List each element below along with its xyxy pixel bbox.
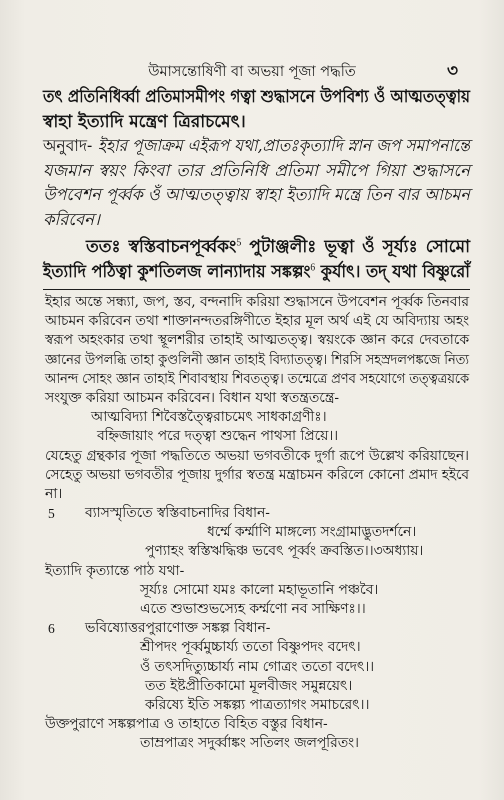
footnote-line: [45, 562, 469, 581]
footnote-verse-line: [45, 600, 469, 619]
footnote-line: [45, 370, 469, 389]
footnote-line: [45, 312, 469, 331]
translation-line-content: [43, 134, 470, 159]
footnote-marker: 5: [48, 506, 55, 522]
footnote-verse-text: করিষ্যে ইতি সঙ্কল্প্য পাত্রত্যাগং সমাচরেৎ।।: [145, 696, 370, 713]
footnote-5-heading: [45, 504, 469, 523]
footnote-verse-line: [45, 427, 469, 446]
footnote-line-text: আনন্দ সোহং জ্ঞান তাহাই শিবাবস্থায় শিবতত্ত্ব। তন্মেত্রে প্রণব সহযোগে তত্ত্বত্রয়কে: [45, 370, 469, 387]
translation-line: [43, 208, 470, 233]
footnote-line-text: যেহেতু গ্রন্থকার পূজা পদ্ধতিতে অভয়া ভগবতীকে দুর্গা রূপে উল্লেখ করিয়াছেন।: [45, 447, 469, 464]
sanskrit-line-content: [43, 260, 470, 285]
footnote-line-text: না।: [45, 485, 63, 502]
footnote-verse-text: ধর্ম্মে কর্ম্মাণি মাঙ্গল্যে সংগ্রামাদ্ভুতদর্শনে।: [207, 524, 417, 541]
footnote-line: [45, 331, 469, 350]
footnote-line: [45, 351, 469, 370]
footnotes: [45, 293, 469, 754]
footnote-line-text: সেহেতু অভয়া ভগবতীর পূজায় দুর্গার স্বতন্ত্র মন্ত্রাচমন করিলে কোনো প্রমাদ হইবে: [45, 466, 469, 483]
translation-line: [43, 183, 470, 208]
header-title: উমাসন্তোষিণী বা অভয়া পূজা পদ্ধতি: [148, 64, 356, 80]
sanskrit-line-text: স্বাহা ইত্যাদি মন্ত্রেণ ত্রিরাচমেৎ।: [43, 111, 246, 132]
footnote-line: [45, 485, 469, 504]
footnote-line-text: ইহার অন্তে সন্ধ্যা, জপ, স্তব, বন্দনাদি করিয়া শুদ্ধাসনে উপবেশন পূর্ব্বক তিনবার: [45, 294, 469, 310]
footnote-verse-line: [45, 408, 469, 427]
footnote-verse-line: [45, 581, 469, 600]
footnote-verse-line: [45, 638, 469, 657]
footnote-heading-text: ভবিষ্যোত্তরপুরাণোক্ত সঙ্কল্প বিধান-: [85, 620, 271, 637]
footnote-line: [45, 447, 469, 466]
footnote-line-text: সংযুক্ত করিয়া আচমন করিবেন। বিধান যথা স্বতন্ত্রতন্ত্রে-: [45, 389, 339, 406]
footnote-heading-text: ব্যাসস্মৃতিতে স্বস্তিবাচনাদির বিধান-: [85, 505, 270, 522]
footnote-verse-text: তাম্রপাত্রং সদুর্ব্বাঙ্কং সতিলং জলপূরিতং।: [140, 735, 359, 752]
footnote-verse-text: সূর্য্যঃ সোমো যমঃ কালো মহাভূতানি পঞ্চবৈ।: [140, 581, 379, 598]
sanskrit-line: [43, 85, 470, 110]
footnote-6-heading: [45, 619, 469, 638]
sanskrit-line-text: পুটাঞ্জলীঃ ভূত্বা ওঁ সূর্য্যঃ সোমো: [241, 237, 470, 257]
footnote-line-text: ইত্যাদি কৃত্যান্তে পাঠ যথা-: [45, 562, 185, 579]
sanskrit-line-text: ততঃ স্বস্তিবাচনপূর্ব্বকং: [86, 237, 237, 257]
footnote-verse-text: আত্মবিদ্যা শিবৈস্তত্ত্বৈরাচমেৎ সাধকাগ্রণীঃ।: [91, 409, 327, 426]
translation-line: [43, 159, 470, 184]
translation-line-text: যজমান স্বয়ং কিংবা তার প্রতিনিধি প্রতিমা সমীপে গিয়া শুদ্ধাসনে: [43, 160, 470, 180]
sanskrit-line: [43, 110, 470, 135]
translation-line: [43, 134, 470, 159]
translation-label: অনুবাদ-: [43, 136, 93, 155]
footnote-verse-text: এতে শুভাশুভস্যেহ কর্ম্মণো নব সাক্ষিণঃ।।: [140, 601, 366, 617]
footnote-verse-line: [45, 734, 469, 753]
sanskrit-line-content: [86, 235, 470, 260]
footnote-verse-line: [45, 658, 469, 677]
footnote-verse-text: শ্রীপদং পূর্ব্বমুচ্চার্য্য ততো বিষ্ণুপদং বদেৎ।: [140, 639, 361, 656]
footnote-verse-line: [45, 542, 469, 561]
translation-line-text: উপবেশন পূর্ব্বক ওঁ আত্মতত্ত্বায় স্বাহা ইত্যাদি মন্ত্রে তিন বার আচমন: [43, 185, 470, 204]
footnote-line: [45, 293, 469, 312]
footnote-verse-line: [45, 696, 469, 715]
footnote-verse-text: পুণ্যাহং স্বস্তিঋদ্ধিঞ্চ ভবেৎ পূর্ব্বং ক্রবস্তিত।।৩অধ্যায়।: [145, 543, 424, 560]
footnote-verse-line: [45, 677, 469, 696]
sanskrit-line: [43, 235, 470, 260]
footnote-reference: 5: [236, 237, 242, 249]
running-header: [0, 61, 504, 83]
footnote-line: [45, 389, 469, 408]
footnote-verse-text: বহ্নিজায়াং পরে দত্ত্বা শুদ্ধেন পাথসা প্রিয়ে।।: [97, 428, 339, 445]
footnote-marker: 6: [48, 621, 55, 637]
footnote-line-text: জ্ঞানের উপলব্ধি তাহা কুণ্ডলিনী জ্ঞান তাহাই বিদ্যাতত্ত্ব। শিরসি সহস্রদলপঙ্কজে নিত্য: [45, 351, 469, 368]
footnote-line: [45, 715, 469, 734]
footnote-line-text: উক্তপুরাণে সঙ্কল্পপাত্র ও তাহাতে বিহিত বস্তুর বিধান-: [45, 716, 328, 733]
sanskrit-line-text: কুর্যাৎ। তদ্ যথা বিষ্ণুরোঁ: [315, 261, 470, 282]
sanskrit-line-text: তৎ প্রতিনিধির্ব্বা প্রতিমাসমীপং গত্বা শুদ্ধাসনে উপবিশ্য ওঁ আত্মতত্ত্বায়: [43, 87, 470, 107]
footnote-reference: 6: [310, 261, 316, 273]
footnote-verse-text: তত ইষ্টপ্রীতিকামো মূলবীজং সমুন্নয়েৎ।: [145, 677, 353, 694]
main-text: [43, 85, 470, 284]
sanskrit-line-text: ইত্যাদি পঠিত্বা কুশতিলজ লান্যাদায় সঙ্কল্পং: [43, 261, 311, 282]
footnote-verse-text: ওঁ তৎসদিত্যুচ্চার্য্য নাম গোত্রং ততো বদেৎ।।: [140, 658, 375, 675]
page-number: ৩: [447, 61, 459, 81]
footnote-line-text: স্বরূপ অহংকার তথা স্থূলশরীর তাহাই আত্মতত্ত্ব। স্বয়ংকে জ্ঞান করে দেবতাকে: [45, 332, 469, 349]
footnote-verse-line: [45, 523, 469, 542]
footnote-line-text: আচমন করিবেন তথা শাক্তানন্দতরঙ্গিণীতে ইহার মূল অর্থ এই যে অবিদ্যায় অহং: [45, 313, 469, 330]
sanskrit-line: [43, 260, 470, 285]
translation-line-text: করিবেন।: [43, 209, 100, 229]
translation-line-text: ইহার পূজাক্রম এইরূপ যথা,প্রাতঃকৃত্যাদি স্নান জপ সমাপনান্তে: [97, 136, 471, 155]
footnote-divider: [43, 289, 470, 290]
footnote-line: [45, 466, 469, 485]
